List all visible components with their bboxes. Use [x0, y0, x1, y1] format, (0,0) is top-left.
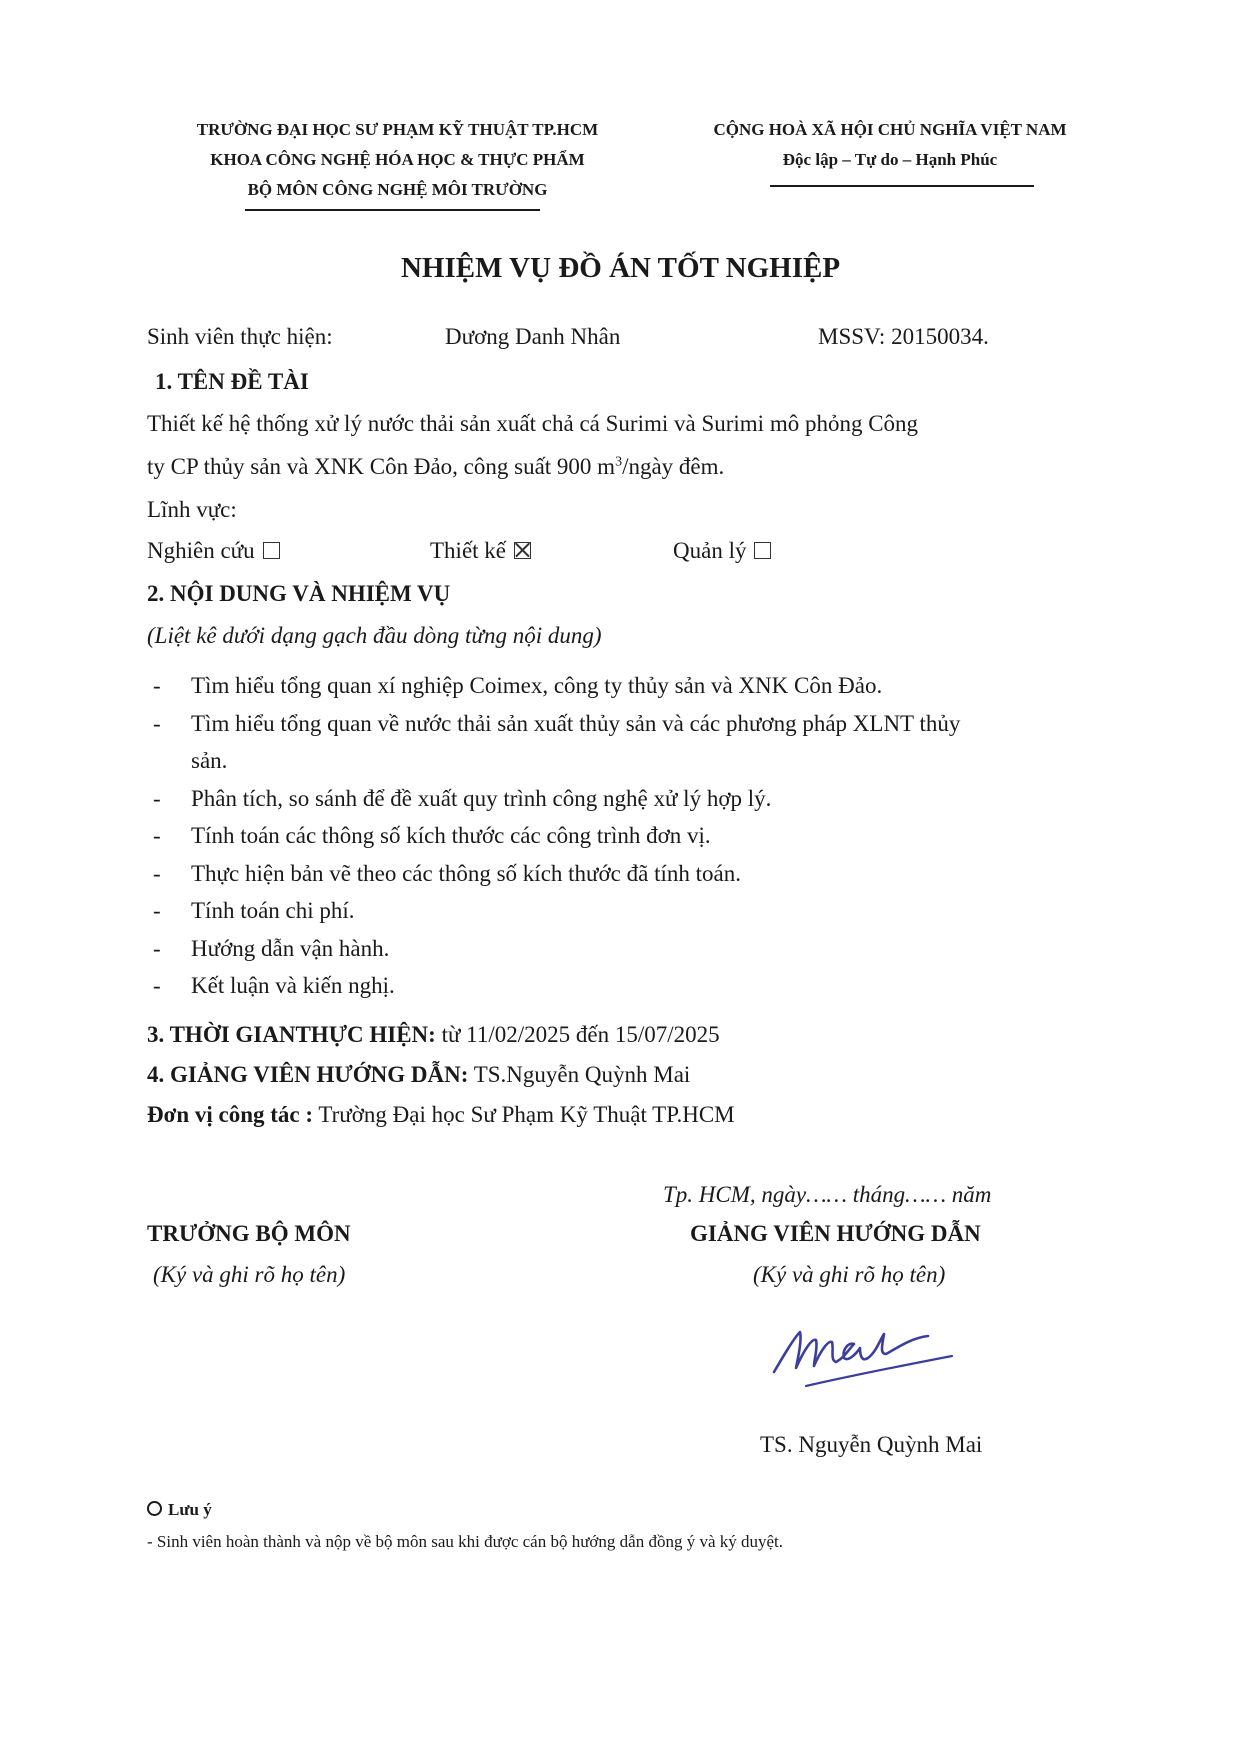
option-management[interactable] — [673, 538, 771, 564]
topic-line-2-text: ty CP thủy sản và XNK Côn Đảo, công suất 900 m — [147, 454, 616, 479]
faculty-name: KHOA CÔNG NGHỆ HÓA HỌC & THỰC PHẨM — [210, 150, 585, 169]
supervisor-note: (Ký và ghi rõ họ tên) — [753, 1262, 946, 1287]
option-design[interactable] — [430, 538, 531, 564]
list-item: Hướng dẫn vận hành. — [191, 936, 390, 961]
topic-line-1: Thiết kế hệ thống xử lý nước thải sản xuất chả cá Surimi và Surimi mô phỏng Công — [147, 411, 919, 436]
section-1-heading: 1. TÊN ĐỀ TÀI — [155, 369, 309, 394]
checkbox-checked-icon[interactable] — [514, 542, 531, 559]
list-item: Thực hiện bản vẽ theo các thông số kích thước đã tính toán. — [191, 861, 741, 886]
bullet-mark: - — [153, 973, 161, 998]
section-2-note: (Liệt kê dưới dạng gạch đầu dòng từng nội dung) — [147, 623, 602, 648]
head-of-department-title: TRƯỞNG BỘ MÔN — [147, 1221, 351, 1246]
supervisor-name: TS. Nguyễn Quỳnh Mai — [760, 1432, 983, 1457]
checkbox-unchecked-icon[interactable] — [263, 542, 280, 559]
field-label: Lĩnh vực: — [147, 497, 237, 522]
section-4-value: TS.Nguyễn Quỳnh Mai — [473, 1062, 691, 1087]
list-item: Tìm hiểu tổng quan về nước thải sản xuất thủy sản và các phương pháp XLNT thủy — [191, 711, 961, 736]
date-line: Tp. HCM, ngày…… tháng…… năm — [663, 1182, 992, 1207]
bullet-mark: - — [153, 673, 161, 698]
section-4 — [147, 1062, 690, 1088]
bullet-mark: - — [153, 711, 161, 736]
list-item: Tìm hiểu tổng quan xí nghiệp Coimex, công ty thủy sản và XNK Côn Đảo. — [191, 673, 883, 698]
footnote-text: - Sinh viên hoàn thành và nộp về bộ môn sau khi được cán bộ hướng dẫn đồng ý và ký duyệt. — [147, 1532, 784, 1551]
document-title: NHIỆM VỤ ĐỒ ÁN TỐT NGHIỆP — [400, 252, 841, 284]
section-4-label: 4. GIẢNG VIÊN HƯỚNG DẪN: — [147, 1062, 469, 1087]
section-2-heading: 2. NỘI DUNG VÀ NHIỆM VỤ — [147, 581, 451, 606]
footnote-title-row — [147, 1500, 212, 1520]
supervisor-signature — [760, 1310, 970, 1400]
topic-unit-superscript: 3 — [615, 454, 623, 470]
section-3-label: 3. THỜI GIANTHỰC HIỆN: — [147, 1022, 436, 1047]
bullet-mark: - — [153, 823, 161, 848]
student-label: Sinh viên thực hiện: — [147, 324, 333, 349]
student-name: Dương Danh Nhân — [445, 324, 621, 349]
topic-line-2 — [147, 454, 724, 480]
bullet-mark: - — [153, 898, 161, 923]
list-item: Tính toán các thông số kích thước các công trình đơn vị. — [191, 823, 711, 848]
option-design-label: Thiết kế — [430, 538, 506, 563]
work-unit-value: Trường Đại học Sư Phạm Kỹ Thuật TP.HCM — [318, 1102, 735, 1127]
circle-bullet-icon — [147, 1501, 162, 1516]
bullet-mark: - — [153, 936, 161, 961]
work-unit-label: Đơn vị công tác : — [147, 1102, 314, 1127]
list-item: Phân tích, so sánh để đề xuất quy trình công nghệ xử lý hợp lý. — [191, 786, 772, 811]
option-research-label: Nghiên cứu — [147, 538, 255, 563]
list-item: Tính toán chi phí. — [191, 898, 355, 923]
list-item: Kết luận và kiến nghị. — [191, 973, 395, 998]
head-of-department-note: (Ký và ghi rõ họ tên) — [153, 1262, 346, 1287]
footnote-title: Lưu ý — [168, 1500, 212, 1519]
slogan: Độc lập – Tự do – Hạnh Phúc — [782, 150, 998, 169]
header-left-divider — [245, 209, 540, 211]
option-management-label: Quản lý — [673, 538, 747, 563]
topic-line-2-unit: /ngày đêm. — [622, 454, 725, 479]
department-name: BỘ MÔN CÔNG NGHỆ MÔI TRƯỜNG — [247, 180, 548, 199]
section-3-value: từ 11/02/2025 đến 15/07/2025 — [441, 1022, 720, 1047]
work-unit — [147, 1102, 735, 1128]
header-right-divider — [770, 185, 1034, 187]
checkbox-unchecked-icon[interactable] — [754, 542, 771, 559]
bullet-mark: - — [153, 786, 161, 811]
student-id-label: MSSV: — [818, 324, 886, 349]
section-3 — [147, 1022, 720, 1048]
supervisor-title: GIẢNG VIÊN HƯỚNG DẪN — [690, 1221, 981, 1246]
country-motto: CỘNG HOÀ XÃ HỘI CHỦ NGHĨA VIỆT NAM — [713, 120, 1067, 139]
university-name: TRƯỜNG ĐẠI HỌC SƯ PHẠM KỸ THUẬT TP.HCM — [196, 120, 599, 139]
student-id — [818, 324, 989, 350]
bullet-mark: - — [153, 861, 161, 886]
student-id-value: 20150034. — [891, 324, 989, 349]
list-item-continuation: sản. — [191, 748, 228, 773]
option-research[interactable] — [147, 538, 280, 564]
